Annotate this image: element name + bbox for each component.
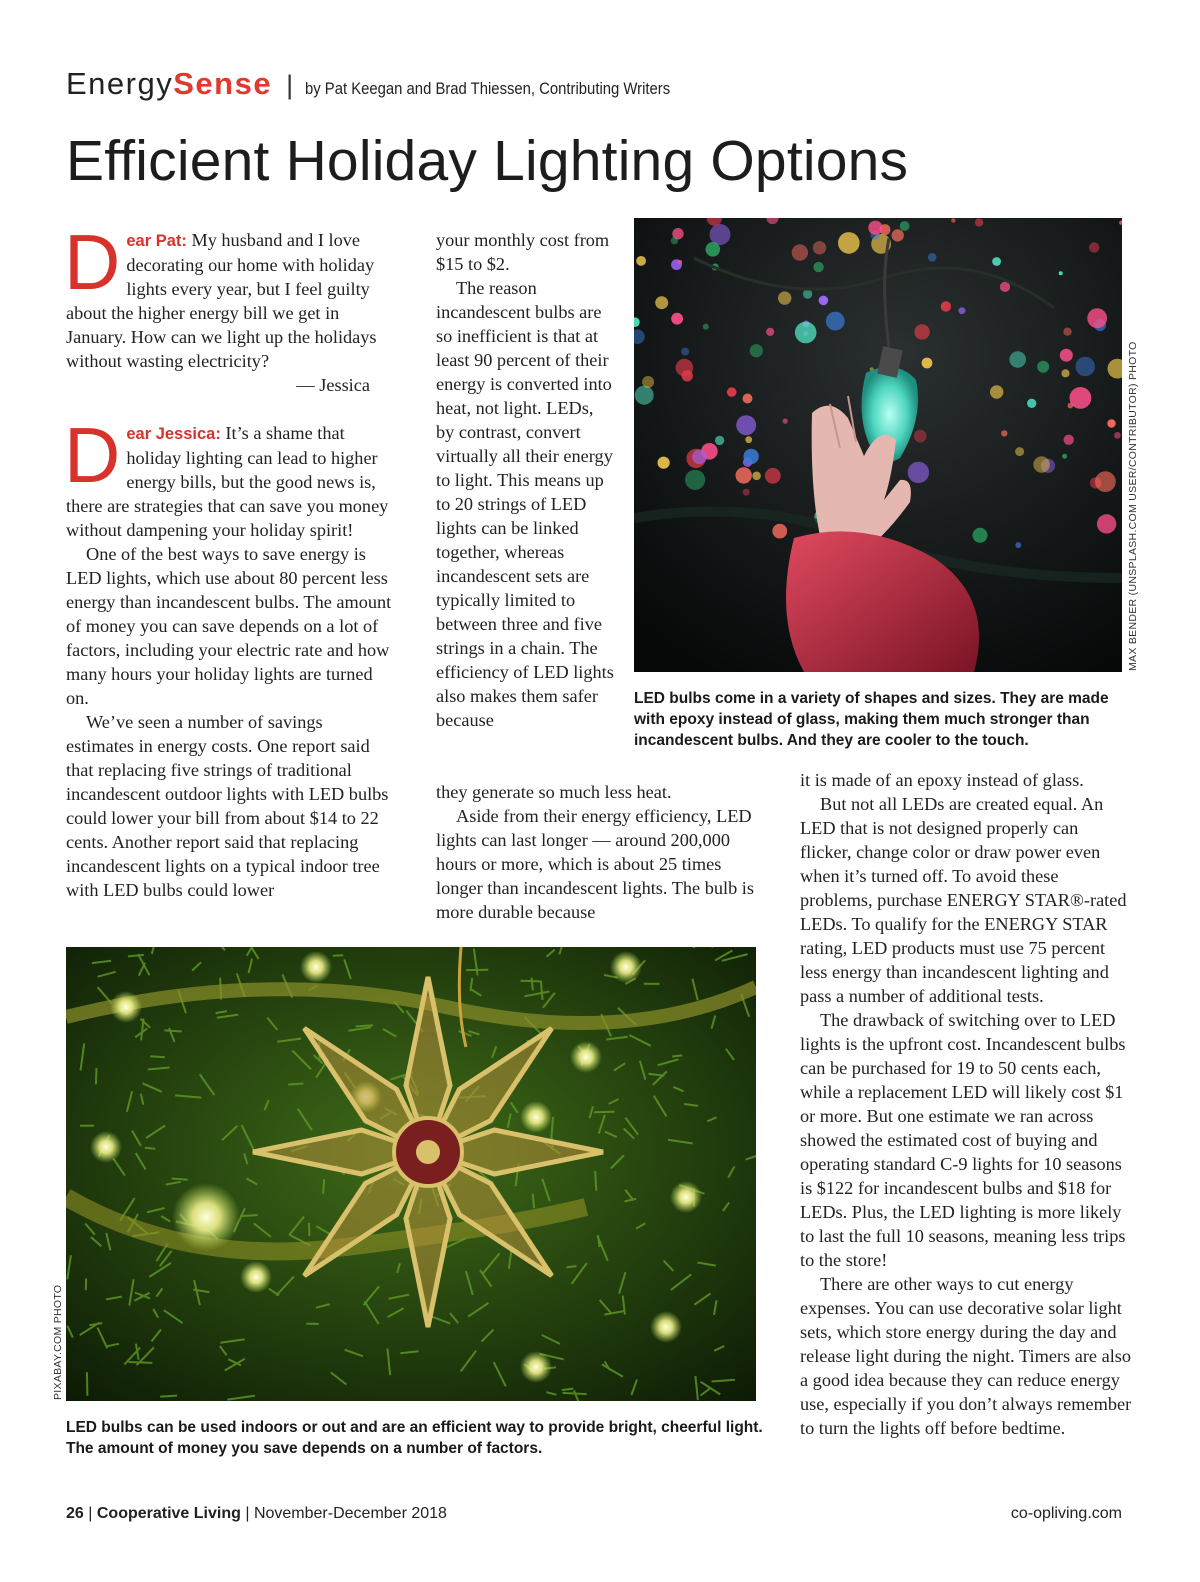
column-1 <box>64 218 392 902</box>
photo-caption-bottom: LED bulbs can be used indoors or out and are an efficient way to provide bright, cheerful light. The amount of money you save depends on a number of factors. <box>66 1419 763 1457</box>
page-number: 26 <box>66 1505 84 1522</box>
answer-intro <box>64 411 392 542</box>
photo-caption-top: LED bulbs come in a variety of shapes and sizes. They are made with epoxy instead of glass, making them much stronger than incandescent bulbs. And they are cooler to the touch. <box>634 690 1109 749</box>
reader-letter <box>64 218 392 373</box>
paragraph: The drawback of switching over to LED lights is the upfront cost. Incandescent bulbs can be purchased for 19 to 50 cents each, while a replacement LED will likely cost $1 or more. But one estimate we ran across showed the estimated cost of buying and operating standard C-9 lights for 10 seasons is $122 for incandescent bulbs and $18 for LEDs. Plus, the LED lighting is more likely to last the full 10 seasons, meaning less trips to the store! <box>800 1010 1126 1270</box>
brand-sense: Sense <box>173 66 273 101</box>
letter-text: My husband and I love decorating our home with holiday lights every year, but I feel guilty about the higher energy bill we get in January. How can we light up the holidays without wasting electricity? <box>66 230 377 371</box>
paragraph: One of the best ways to save energy is LED lights, which use about 80 percent less energy than incandescent bulbs. The amount of money you can save depends on a lot of factors, including your electric rate and how many hours your holiday lights are turned on. <box>66 544 392 708</box>
dropcap-letter: D <box>64 218 121 306</box>
paragraph: your monthly cost from $15 to $2. <box>436 230 610 274</box>
answer-text: It’s a shame that holiday lighting can lead to higher energy bills, but the good news is, there are strategies that can save you money without dampening your holiday spirit! <box>66 423 389 540</box>
answer-salutation: ear Jessica: <box>126 425 221 443</box>
paragraph: But not all LEDs are created equal. An LED that is not designed properly can flicker, change color or draw power even when it’s turned off. To avoid these problems, purchase ENERGY STAR®-rated LEDs. To qualify for the ENERGY STAR rating, LED products must use 75 percent less energy than incandescent lighting and pass a number of additional tests. <box>800 794 1127 1006</box>
star-ornament-photo <box>66 947 756 1401</box>
photo-credit-top: MAX BENDER (UNSPLASH.COM USER/CONTRIBUTOR) PHOTO <box>1127 341 1139 671</box>
led-bulb-photo <box>634 218 1122 672</box>
brand-energy: Energy <box>66 66 174 101</box>
website-url: co-opliving.com <box>1010 1505 1122 1522</box>
footer-folio <box>66 1505 447 1523</box>
footer-separator: | <box>88 1505 97 1522</box>
letter-salutation: ear Pat: <box>126 232 187 250</box>
dropcap-answer: D <box>64 411 121 499</box>
column-2-upper <box>436 228 616 732</box>
paragraph: We’ve seen a number of savings estimates in energy costs. One report said that replacing five strings of traditional incandescent outdoor lights with LED bulbs could lower your bill from about $14 to 22 cents. Another report said that replacing incandescent lights on a typical indoor tree with LED bulbs could lower <box>66 712 389 900</box>
article-title: Efficient Holiday Lighting Options <box>66 129 909 193</box>
paragraph: it is made of an epoxy instead of glass. <box>800 770 1084 790</box>
footer-separator: | <box>245 1505 254 1522</box>
column-2-lower <box>436 780 760 924</box>
column-3 <box>800 768 1134 1440</box>
paragraph: they generate so much less heat. <box>436 782 672 802</box>
header-separator: | <box>286 70 294 100</box>
issue-date: November-December 2018 <box>253 1505 447 1522</box>
magazine-name: Cooperative Living <box>96 1505 241 1522</box>
letter-signature: — Jessica <box>296 375 370 395</box>
section-header <box>66 66 711 106</box>
paragraph: There are other ways to cut energy expenses. You can use decorative solar light sets, which store energy during the day and release light during the night. Timers are also a good idea because they can reduce energy use, especially if you don’t always remember to turn the lights off before bedtime. <box>800 1274 1132 1438</box>
paragraph: Aside from their energy efficiency, LED lights can last longer — around 200,000 hours or more, which is about 25 times longer than incandescent lights. The bulb is more durable because <box>436 806 754 922</box>
paragraph: The reason incandescent bulbs are so inefficient is that at least 90 percent of their energy is converted into heat, not light. LEDs, by contrast, convert virtually all their energy to light. This means up to 20 strings of LED lights can be linked together, whereas incandescent sets are typically limited to between three and five strings in a chain. The efficiency of LED lights also makes them safer because <box>436 278 614 730</box>
photo-credit-bottom: PIXABAY.COM PHOTO <box>52 1284 64 1400</box>
byline: by Pat Keegan and Brad Thiessen, Contributing Writers <box>305 80 671 98</box>
